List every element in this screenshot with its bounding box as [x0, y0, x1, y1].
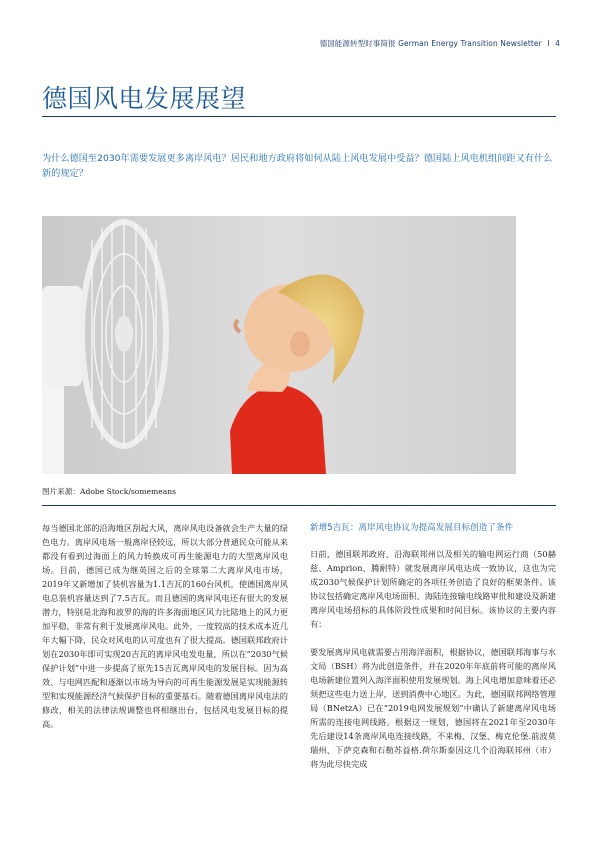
- image-credit: 图片来源：Adobe Stock/somemeans: [42, 487, 177, 496]
- article-intro: 为什么德国至2030年需要发展更多离岸风电？居民和地方政府将如何从陆上风电发展中受益？德国陆上风电机组间距又有什么新的规定？: [42, 153, 553, 179]
- right-body-paragraph-2: 要发展离岸风电就需要占用海洋面积，根据协议，德国联邦海事与水文局（BSH）将为此创造条件，并在2020年年底前将可能的离岸风电场新建位置列入海洋面积使用发展规划。海上风电增加意味着还必须把这些电力送上岸，送到消费中心地区。为此，德国联邦网络管理局（BNetzA）已在“2019电网发展规划”中确认了新建离岸风电场所需的连接电网线路。根据这一规划，德国将在2021年至2030年先后建设14条离岸风电连接线路，不来梅、汉堡、梅克伦堡.前波莫瑞州、下萨克森和石勒苏益格.荷尔斯泰因这几个沿海联邦州（市）将为此尽快完成: [310, 647, 556, 769]
- body-divider: [42, 505, 556, 506]
- left-body-paragraph: 每当德国北部的沿海地区刮起大风，离岸风电设备就会生产大量的绿色电力。离岸风电场一般离岸径较远，所以大部分普通民众可能从来都没有看到过海面上的风力转换成可再生能源电力的大型离岸风电场。目前，德国已成为继英国之后的全球第二大离岸风电市场，2019年又新增加了装机容量为1.1吉瓦的160台风机，使德国离岸风电总装机容量达到了7.5吉瓦。而且德国的离岸风电还有很大的发展潜力，特别是北海和波罗的海的许多海面地区风力比陆地上的风力更加平稳，非常有利于发展离岸风电。此外，一度较高的技术成本近几年大幅下降，民众对风电的认可度也有了很大提高。德国联邦政府计划在2030年即可实现20吉瓦的离岸风电发电量，所以在“2030气候保护计划”中进一步提高了原先15吉瓦离岸风电的发展目标。因为高效、与电网匹配和逐渐以市场为导向的可再生能源发展是实现能源转型和实现能源经济气候保护目标的重要基石。随着德国离岸风电法的修改，相关的法律法规调整也将相继出台，包括风电发展目标的提高。: [42, 523, 288, 729]
- article-right-column: [310, 521, 556, 785]
- newsletter-name: 德国能源转型时事简报 German Energy Transition Newsletter: [319, 39, 542, 48]
- section-subheading: 新增5吉瓦：离岸风电协议为提高发展目标创造了条件: [310, 523, 514, 533]
- newsletter-header: [320, 38, 560, 49]
- page-number: 4: [555, 39, 560, 48]
- article-photo: [42, 216, 516, 474]
- header-separator: I: [547, 39, 550, 48]
- article-left-column: [42, 521, 288, 745]
- title-divider: [42, 116, 556, 117]
- page-title: 德国风电发展展望: [42, 84, 247, 113]
- right-body-paragraph-1: 日前，德国联邦政府、沿海联邦州以及相关的输电网运行商（50赫兹、Amprion、腾耐特）就发展离岸风电达成一致协议，这也为完成2030气候保护计划所确定的各项任务创造了良好的框架条件。该协议包括确定离岸风电场面积、海陆连接输电线路审批和建设及新建离岸风电场招标的具体阶段性成果和时间目标。该协议的主要内容有：: [310, 549, 556, 629]
